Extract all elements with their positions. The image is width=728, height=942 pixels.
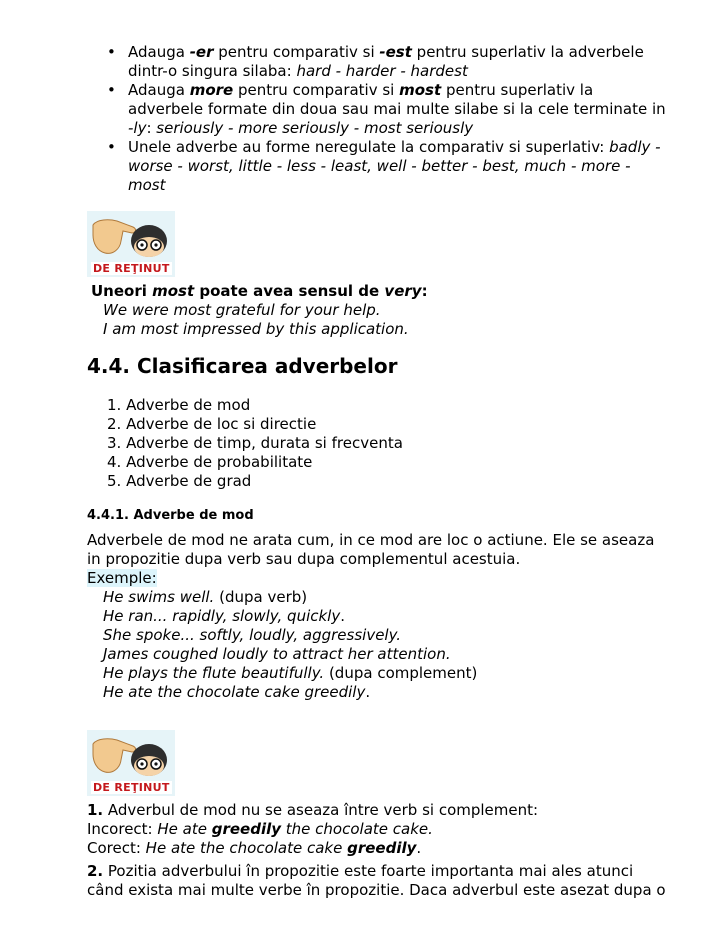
example-line	[103, 645, 451, 664]
bullet-2-line-3	[128, 119, 473, 138]
text-run: .	[340, 607, 345, 625]
text-run: (dupa complement)	[324, 664, 478, 682]
list-number: 3.	[107, 434, 122, 452]
rule-line	[87, 801, 538, 820]
text-run: Adverbul de mod nu se aseaza între verb si complement:	[103, 801, 539, 819]
text-run: .	[365, 683, 371, 701]
text-run: :	[421, 282, 428, 300]
text-run: He ate the chocolate cake greedily	[103, 683, 366, 701]
list-number: 1.	[107, 396, 122, 414]
bullet-2-line-2	[128, 100, 666, 119]
remember-icon	[87, 730, 175, 796]
text-run: the chocolate cake.	[281, 820, 433, 838]
text-run: (dupa verb)	[214, 588, 308, 606]
bullet-marker: •	[107, 81, 116, 99]
text-run: pentru superlativ la	[441, 81, 594, 99]
bullet-3-line-1	[128, 138, 661, 157]
list-label: Adverbe de grad	[126, 472, 252, 490]
list-item	[107, 472, 251, 491]
note-most-very	[91, 282, 428, 301]
text-run: very	[384, 282, 422, 300]
list-label: Adverbe de loc si directie	[126, 415, 317, 433]
bullet-3-line-3	[128, 176, 166, 195]
text-run: She spoke... softly, loudly, aggressively.	[103, 626, 402, 644]
intro-line-2: in propozitie dupa verb sau dupa complementul acestuia.	[87, 550, 521, 568]
remember-label: DE REŢINUT	[93, 262, 170, 275]
list-item	[107, 453, 312, 472]
rule-line	[87, 820, 433, 839]
text-run: more	[189, 81, 234, 99]
text-run: pentru superlativ la adverbele	[411, 43, 644, 61]
text-run: He ate the chocolate cake	[145, 839, 348, 857]
list-item	[107, 415, 316, 434]
list-item	[107, 396, 250, 415]
text-run: most	[152, 282, 195, 300]
text-run: poate avea sensul de	[194, 282, 385, 300]
text-run: .	[416, 839, 422, 857]
text-run: seriously - more seriously - most seriously	[156, 119, 474, 137]
text-run: Uneori	[91, 282, 153, 300]
text-run: He plays the flute beautifully.	[103, 664, 325, 682]
text-run: badly -	[609, 138, 661, 156]
text-run: :	[146, 119, 157, 137]
intro-line-1: Adverbele de mod ne arata cum, in ce mod are loc o actiune. Ele se aseaza	[87, 531, 655, 549]
text-run: 2.	[87, 862, 104, 880]
list-label: Adverbe de mod	[126, 396, 251, 414]
rule-line	[87, 839, 421, 858]
list-number: 5.	[107, 472, 122, 490]
rule-line	[87, 862, 633, 881]
rule-line	[87, 881, 666, 900]
text-run: James coughed loudly to attract her attention.	[103, 645, 451, 663]
list-item	[107, 434, 403, 453]
examples-label: Exemple:	[87, 569, 157, 587]
note-example-2: I am most impressed by this application.	[103, 320, 409, 338]
bullet-3-line-2	[128, 157, 631, 176]
text-run: hard - harder - hardest	[296, 62, 468, 80]
text-run: Incorect:	[87, 820, 158, 838]
list-label: Adverbe de probabilitate	[126, 453, 313, 471]
remember-label: DE REŢINUT	[93, 781, 170, 794]
list-number: 2.	[107, 415, 122, 433]
subsection-title: 4.4.1. Adverbe de mod	[87, 508, 254, 523]
text-run: Adauga	[128, 81, 190, 99]
list-number: 4.	[107, 453, 122, 471]
text-run: He swims well.	[103, 588, 215, 606]
bullet-1-line-2	[128, 62, 468, 81]
example-line	[103, 664, 477, 683]
text-run: He ran... rapidly, slowly, quickly	[103, 607, 341, 625]
text-run: când exista mai multe verbe în propozitie. Daca adverbul este asezat dupa o	[87, 881, 666, 899]
bullet-marker: •	[107, 43, 116, 61]
example-line	[103, 607, 345, 626]
remember-icon	[87, 211, 175, 277]
text-run: greedily	[347, 839, 417, 857]
text-run: most	[128, 176, 166, 194]
text-run: -ly	[128, 119, 147, 137]
note-example-1: We were most grateful for your help.	[103, 301, 381, 319]
section-title: 4.4. Clasificarea adverbelor	[87, 354, 398, 378]
text-run: dintr-o singura silaba:	[128, 62, 297, 80]
text-run: Pozitia adverbului în propozitie este foarte importanta mai ales atunci	[103, 862, 634, 880]
text-run: adverbele formate din doua sau mai multe silabe si la cele terminate in	[128, 100, 666, 118]
text-run: 1.	[87, 801, 104, 819]
text-run: Unele adverbe au forme neregulate la comparativ si superlativ:	[128, 138, 610, 156]
text-run: greedily	[211, 820, 282, 838]
bullet-1-line-1	[128, 43, 644, 62]
example-line	[103, 683, 370, 702]
text-run: He ate	[157, 820, 212, 838]
text-run: most	[399, 81, 442, 99]
bullet-marker: •	[107, 138, 116, 156]
text-run: -est	[379, 43, 412, 61]
example-line	[103, 588, 307, 607]
text-run: -er	[189, 43, 214, 61]
text-run: pentru comparativ si	[233, 81, 400, 99]
bullet-2-line-1	[128, 81, 593, 100]
text-run: worse - worst, little - less - least, well - better - best, much - more -	[128, 157, 631, 175]
text-run: pentru comparativ si	[213, 43, 380, 61]
text-run: Adauga	[128, 43, 190, 61]
example-line	[103, 626, 401, 645]
list-label: Adverbe de timp, durata si frecventa	[126, 434, 403, 452]
text-run: Corect:	[87, 839, 146, 857]
